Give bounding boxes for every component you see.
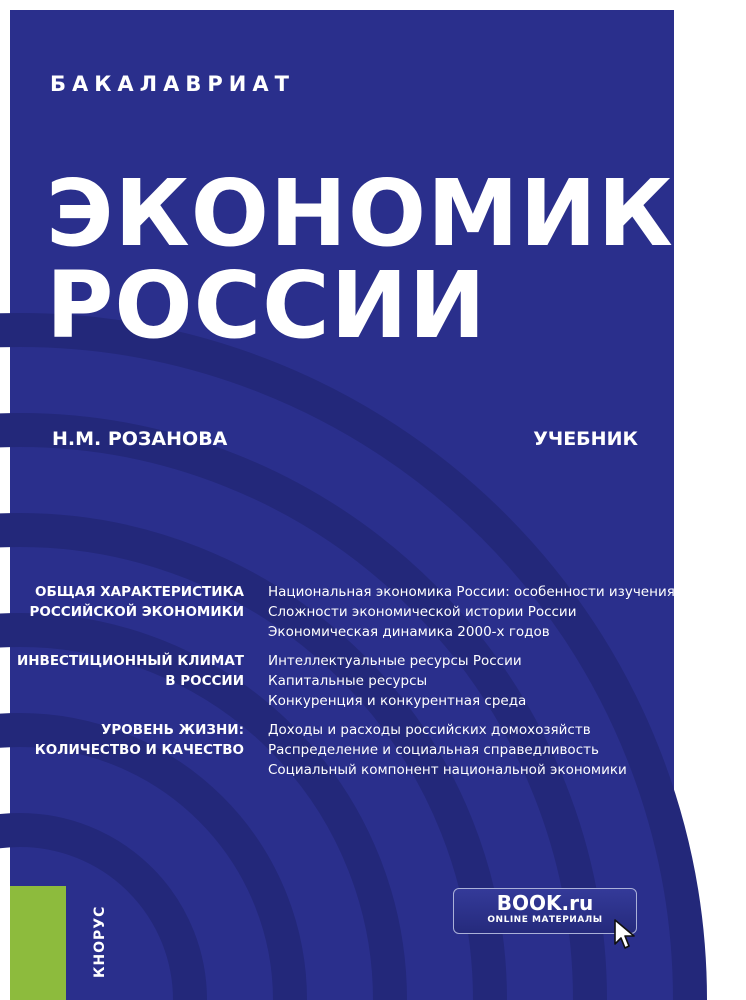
publisher-green-bar	[10, 886, 66, 1000]
section-topics	[268, 651, 668, 711]
section-heading	[4, 582, 244, 622]
topic-item: Распределение и социальная справедливость	[268, 742, 599, 758]
bookru-badge[interactable]	[453, 888, 637, 934]
topic-item: Социальный компонент национальной экономики	[268, 762, 627, 778]
series-label: БАКАЛАВРИАТ	[50, 72, 295, 96]
section-heading-line: В РОССИИ	[165, 673, 244, 689]
topic-item: Экономическая динамика 2000-х годов	[268, 624, 550, 640]
section-topics	[268, 582, 675, 642]
topic-item: Доходы и расходы российских домохозяйств	[268, 722, 591, 738]
publisher-logo: КНОРУС	[92, 905, 108, 978]
topic-item: Капитальные ресурсы	[268, 673, 428, 689]
topic-item: Интеллектуальные ресурсы России	[268, 653, 522, 669]
contents-list	[10, 582, 674, 789]
section-heading-line: ИНВЕСТИЦИОННЫЙ КЛИМАТ	[16, 653, 244, 669]
cursor-arrow-icon	[613, 918, 637, 950]
contents-section	[10, 651, 674, 720]
author-name: Н.М. РОЗАНОВА	[52, 428, 228, 450]
section-topics	[268, 720, 668, 780]
topic-item: Конкуренция и конкурентная среда	[268, 693, 527, 709]
book-title	[46, 160, 746, 359]
section-heading	[4, 651, 244, 691]
bookru-brand: BOOK.ru	[496, 891, 594, 915]
book-cover	[10, 10, 746, 1000]
contents-section	[10, 720, 674, 789]
section-heading-line: РОССИЙСКОЙ ЭКОНОМИКИ	[29, 604, 244, 620]
background-arcs	[10, 10, 674, 1000]
topic-item: Сложности экономической истории России	[268, 604, 577, 620]
topic-item: Национальная экономика России: особенности изучения	[268, 584, 675, 600]
section-heading-line: УРОВЕНЬ ЖИЗНИ:	[101, 722, 244, 738]
book-type: УЧЕБНИК	[533, 428, 638, 450]
contents-section	[10, 582, 674, 651]
section-heading	[4, 720, 244, 760]
bookru-subtitle: ONLINE МАТЕРИАЛЫ	[487, 915, 603, 925]
section-heading-line: КОЛИЧЕСТВО И КАЧЕСТВО	[34, 742, 244, 758]
section-heading-line: ОБЩАЯ ХАРАКТЕРИСТИКА	[35, 584, 244, 600]
title-line-2: РОССИИ	[46, 252, 487, 359]
title-line-1: ЭКОНОМИКА	[46, 160, 746, 267]
